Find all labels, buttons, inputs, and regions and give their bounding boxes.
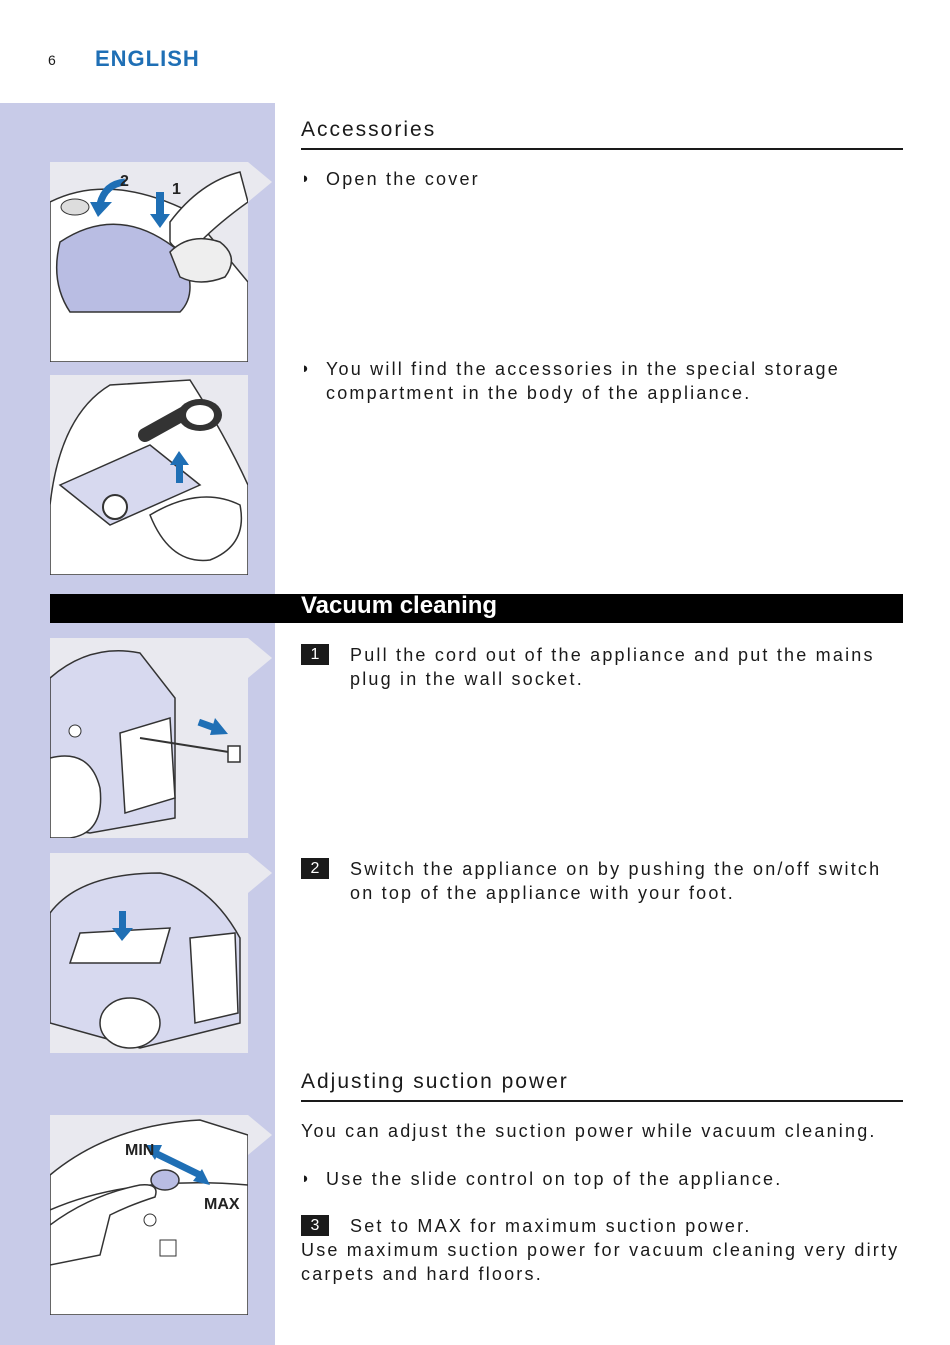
step-number: 2 bbox=[301, 858, 329, 879]
figure-open-cover bbox=[50, 162, 248, 362]
callout-max: MAX bbox=[204, 1196, 240, 1213]
suction-note: Use maximum suction power for vacuum cleaning very dirty carpets and hard floors. bbox=[301, 1240, 900, 1284]
bullet-accessories-location bbox=[301, 357, 903, 405]
bullet-open-cover bbox=[301, 167, 903, 191]
step-3 bbox=[301, 1214, 903, 1238]
bullet-slide-control bbox=[301, 1167, 903, 1191]
figure-suction-control bbox=[50, 1115, 248, 1315]
figure-notch bbox=[248, 162, 272, 202]
step-text: Switch the appliance on by pushing the on/off switch on top of the appliance with your foot. bbox=[350, 859, 882, 903]
heading-suction-power: Adjusting suction power bbox=[301, 1070, 903, 1102]
bullet-icon: ◗ bbox=[301, 360, 313, 377]
step-text: Set to MAX for maximum suction power. bbox=[350, 1216, 752, 1236]
figure-notch bbox=[248, 638, 272, 678]
bullet-text: Open the cover bbox=[326, 169, 480, 189]
callout-min: MIN bbox=[125, 1142, 155, 1159]
bullet-text: Use the slide control on top of the appliance. bbox=[326, 1169, 783, 1189]
suction-intro: You can adjust the suction power while vacuum cleaning. bbox=[301, 1121, 877, 1141]
heading-vacuum-cleaning: Vacuum cleaning bbox=[301, 592, 498, 619]
language-header: ENGLISH bbox=[95, 46, 200, 71]
heading-accessories: Accessories bbox=[301, 118, 903, 150]
step-2 bbox=[301, 857, 903, 905]
bullet-icon: ◗ bbox=[301, 1170, 313, 1187]
step-number: 1 bbox=[301, 644, 329, 665]
callout-2: 2 bbox=[120, 173, 129, 190]
figure-notch bbox=[248, 853, 272, 893]
step-text: Pull the cord out of the appliance and put the mains plug in the wall socket. bbox=[350, 645, 875, 689]
step-number: 3 bbox=[301, 1215, 329, 1236]
step-1 bbox=[301, 643, 903, 691]
figure-plug-in bbox=[50, 638, 248, 838]
bullet-text: You will find the accessories in the special storage compartment in the body of the appliance. bbox=[326, 359, 840, 403]
figure-storage-compartment bbox=[50, 375, 248, 575]
figure-notch bbox=[248, 1115, 272, 1155]
bullet-icon: ◗ bbox=[301, 170, 313, 187]
page-number: 6 bbox=[48, 52, 56, 68]
figure-switch-on bbox=[50, 853, 248, 1053]
callout-1: 1 bbox=[172, 181, 181, 198]
